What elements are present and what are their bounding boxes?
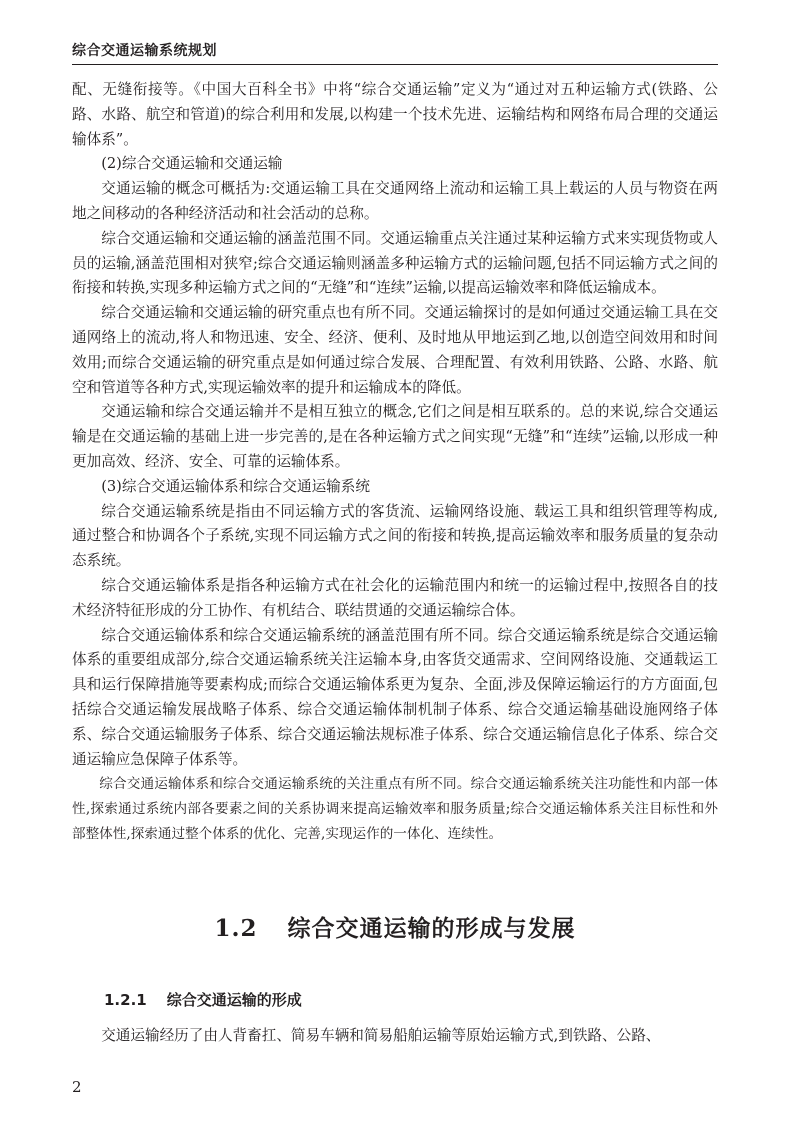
running-header — [72, 36, 718, 65]
subsection-number: 1.2.1 — [104, 991, 147, 1009]
paragraph: 综合交通运输体系是指各种运输方式在社会化的运输范围内和统一的运输过程中,按照各自的技术经济特征形成的分工协作、有机结合、联结贯通的交通运输综合体。 — [72, 576, 718, 619]
running-header-title: 综合交通运输系统规划 — [72, 43, 217, 59]
subheading-3: (3)综合交通运输体系和综合交通运输系统 — [101, 477, 370, 495]
paragraph: 综合交通运输和交通运输的研究重点也有所不同。交通运输探讨的是如何通过交通运输工具在交通网络上的流动,将人和物迅速、安全、经济、便利、及时地从甲地运到乙地,以创造空间效用和时间效用;而综合交通运输的研究重点是如何通过综合发展、合理配置、有效利用铁路、公路、水路、航空和管道等各种方式,实现运输效率的提升和运输成本的降低。 — [72, 304, 718, 396]
paragraph: 综合交通运输系统是指由不同运输方式的客货流、运输网络设施、载运工具和组织管理等构成,通过整合和协调各个子系统,实现不同运输方式之间的衔接和转换,提高运输效率和服务质量的复杂动态系统。 — [72, 502, 718, 570]
subsection-title-text: 综合交通运输的形成 — [166, 991, 302, 1009]
paragraph: 综合交通运输体系和综合交通运输系统的涵盖范围有所不同。综合交通运输系统是综合交通运输体系的重要组成部分,综合交通运输系统关注运输本身,由客货交通需求、空间网络设施、交通载运工具和运行保障措施等要素构成;而综合交通运输体系更为复杂、全面,涉及保障运输运行的方方面面,包括综合交通运输发展战略子体系、综合交通运输体制机制子体系、综合交通运输基础设施网络子体系、综合交通运输服务子体系、综合交通运输法规标准子体系、综合交通运输信息化子体系、综合交通运输应急保障子体系等。 — [72, 626, 718, 768]
paragraph: 综合交通运输体系和综合交通运输系统的关注重点有所不同。综合交通运输系统关注功能性和内部一体性,探索通过系统内部各要素之间的关系协调来提高运输效率和服务质量;综合交通运输体系关注目标性和外部整体性,探索通过整个体系的优化、完善,实现运作的一体化、连续性。 — [72, 776, 718, 842]
subheading-2: (2)综合交通运输和交通运输 — [101, 155, 283, 173]
section-number: 1.2 — [214, 915, 258, 942]
subsection-title — [104, 989, 302, 1010]
paragraph: 交通运输经历了由人背畜扛、简易车辆和简易船舶运输等原始运输方式,到铁路、公路、 — [101, 1027, 661, 1044]
section-title — [72, 910, 718, 943]
paragraph: 交通运输的概念可概括为:交通运输工具在交通网络上流动和运输工具上载运的人员与物资在两地之间移动的各种经济活动和社会活动的总称。 — [72, 180, 718, 222]
paragraph: 综合交通运输和交通运输的涵盖范围不同。交通运输重点关注通过某种运输方式来实现货物或人员的运输,涵盖范围相对狭窄;综合交通运输则涵盖多种运输方式的运输问题,包括不同运输方式之间的衔接和转换,实现多种运输方式之间的“无缝”和“连续”运输,以提高运输效率和降低运输成本。 — [72, 229, 718, 297]
paragraph: 交通运输和综合交通运输并不是相互独立的概念,它们之间是相互联系的。总的来说,综合交通运输是在交通运输的基础上进一步完善的,是在各种运输方式之间实现“无缝”和“连续”运输,以形成一种更加高效、经济、安全、可靠的运输体系。 — [72, 403, 718, 470]
paragraph-continuation: 配、无缝衔接等。《中国大百科全书》中将“综合交通运输”定义为“通过对五种运输方式(铁路、公路、水路、航空和管道)的综合利用和发展,以构建一个技术先进、运输结构和网络布局合理的交通运输体系”。 — [72, 81, 718, 148]
body-text — [72, 78, 718, 1044]
section-title-text: 综合交通运输的形成与发展 — [287, 915, 576, 942]
page-number: 2 — [72, 1078, 82, 1096]
